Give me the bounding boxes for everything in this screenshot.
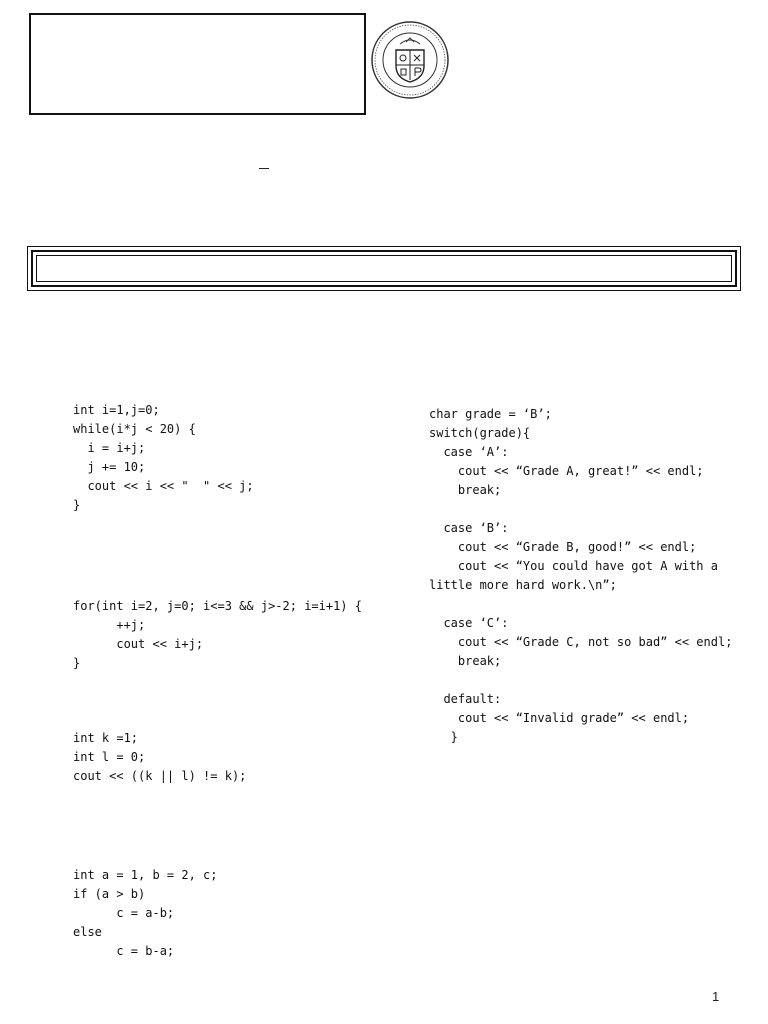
page-number: 1	[712, 989, 720, 1004]
code-for-loop: for(int i=2, j=0; i<=3 && j>-2; i=i+1) { ++j; cout << i+j; }	[73, 599, 362, 670]
dash-mark	[259, 168, 269, 169]
code-switch-statement: char grade = ‘B’; switch(grade){ case ‘A’: cout << “Grade A, great!” << endl; break; case ‘B’: cout << “Grade B, good!” << endl; cout << “You could have got A with a little more hard work.\n”; case ‘C’: cout << “Grade C, not so bad” << endl; break; default: cout << “Invalid grade” << endl; }	[429, 407, 733, 744]
code-while-loop: int i=1,j=0; while(i*j < 20) { i = i+j; j += 10; cout << i << " " << j; }	[73, 403, 254, 512]
header-info-box	[29, 13, 366, 115]
code-if-else: int a = 1, b = 2, c; if (a > b) c = a-b; else c = b-a;	[73, 868, 218, 958]
title-banner	[27, 246, 741, 291]
code-logical-expression: int k =1; int l = 0; cout << ((k || l) != k);	[73, 731, 247, 783]
institute-seal-logo	[370, 20, 450, 100]
